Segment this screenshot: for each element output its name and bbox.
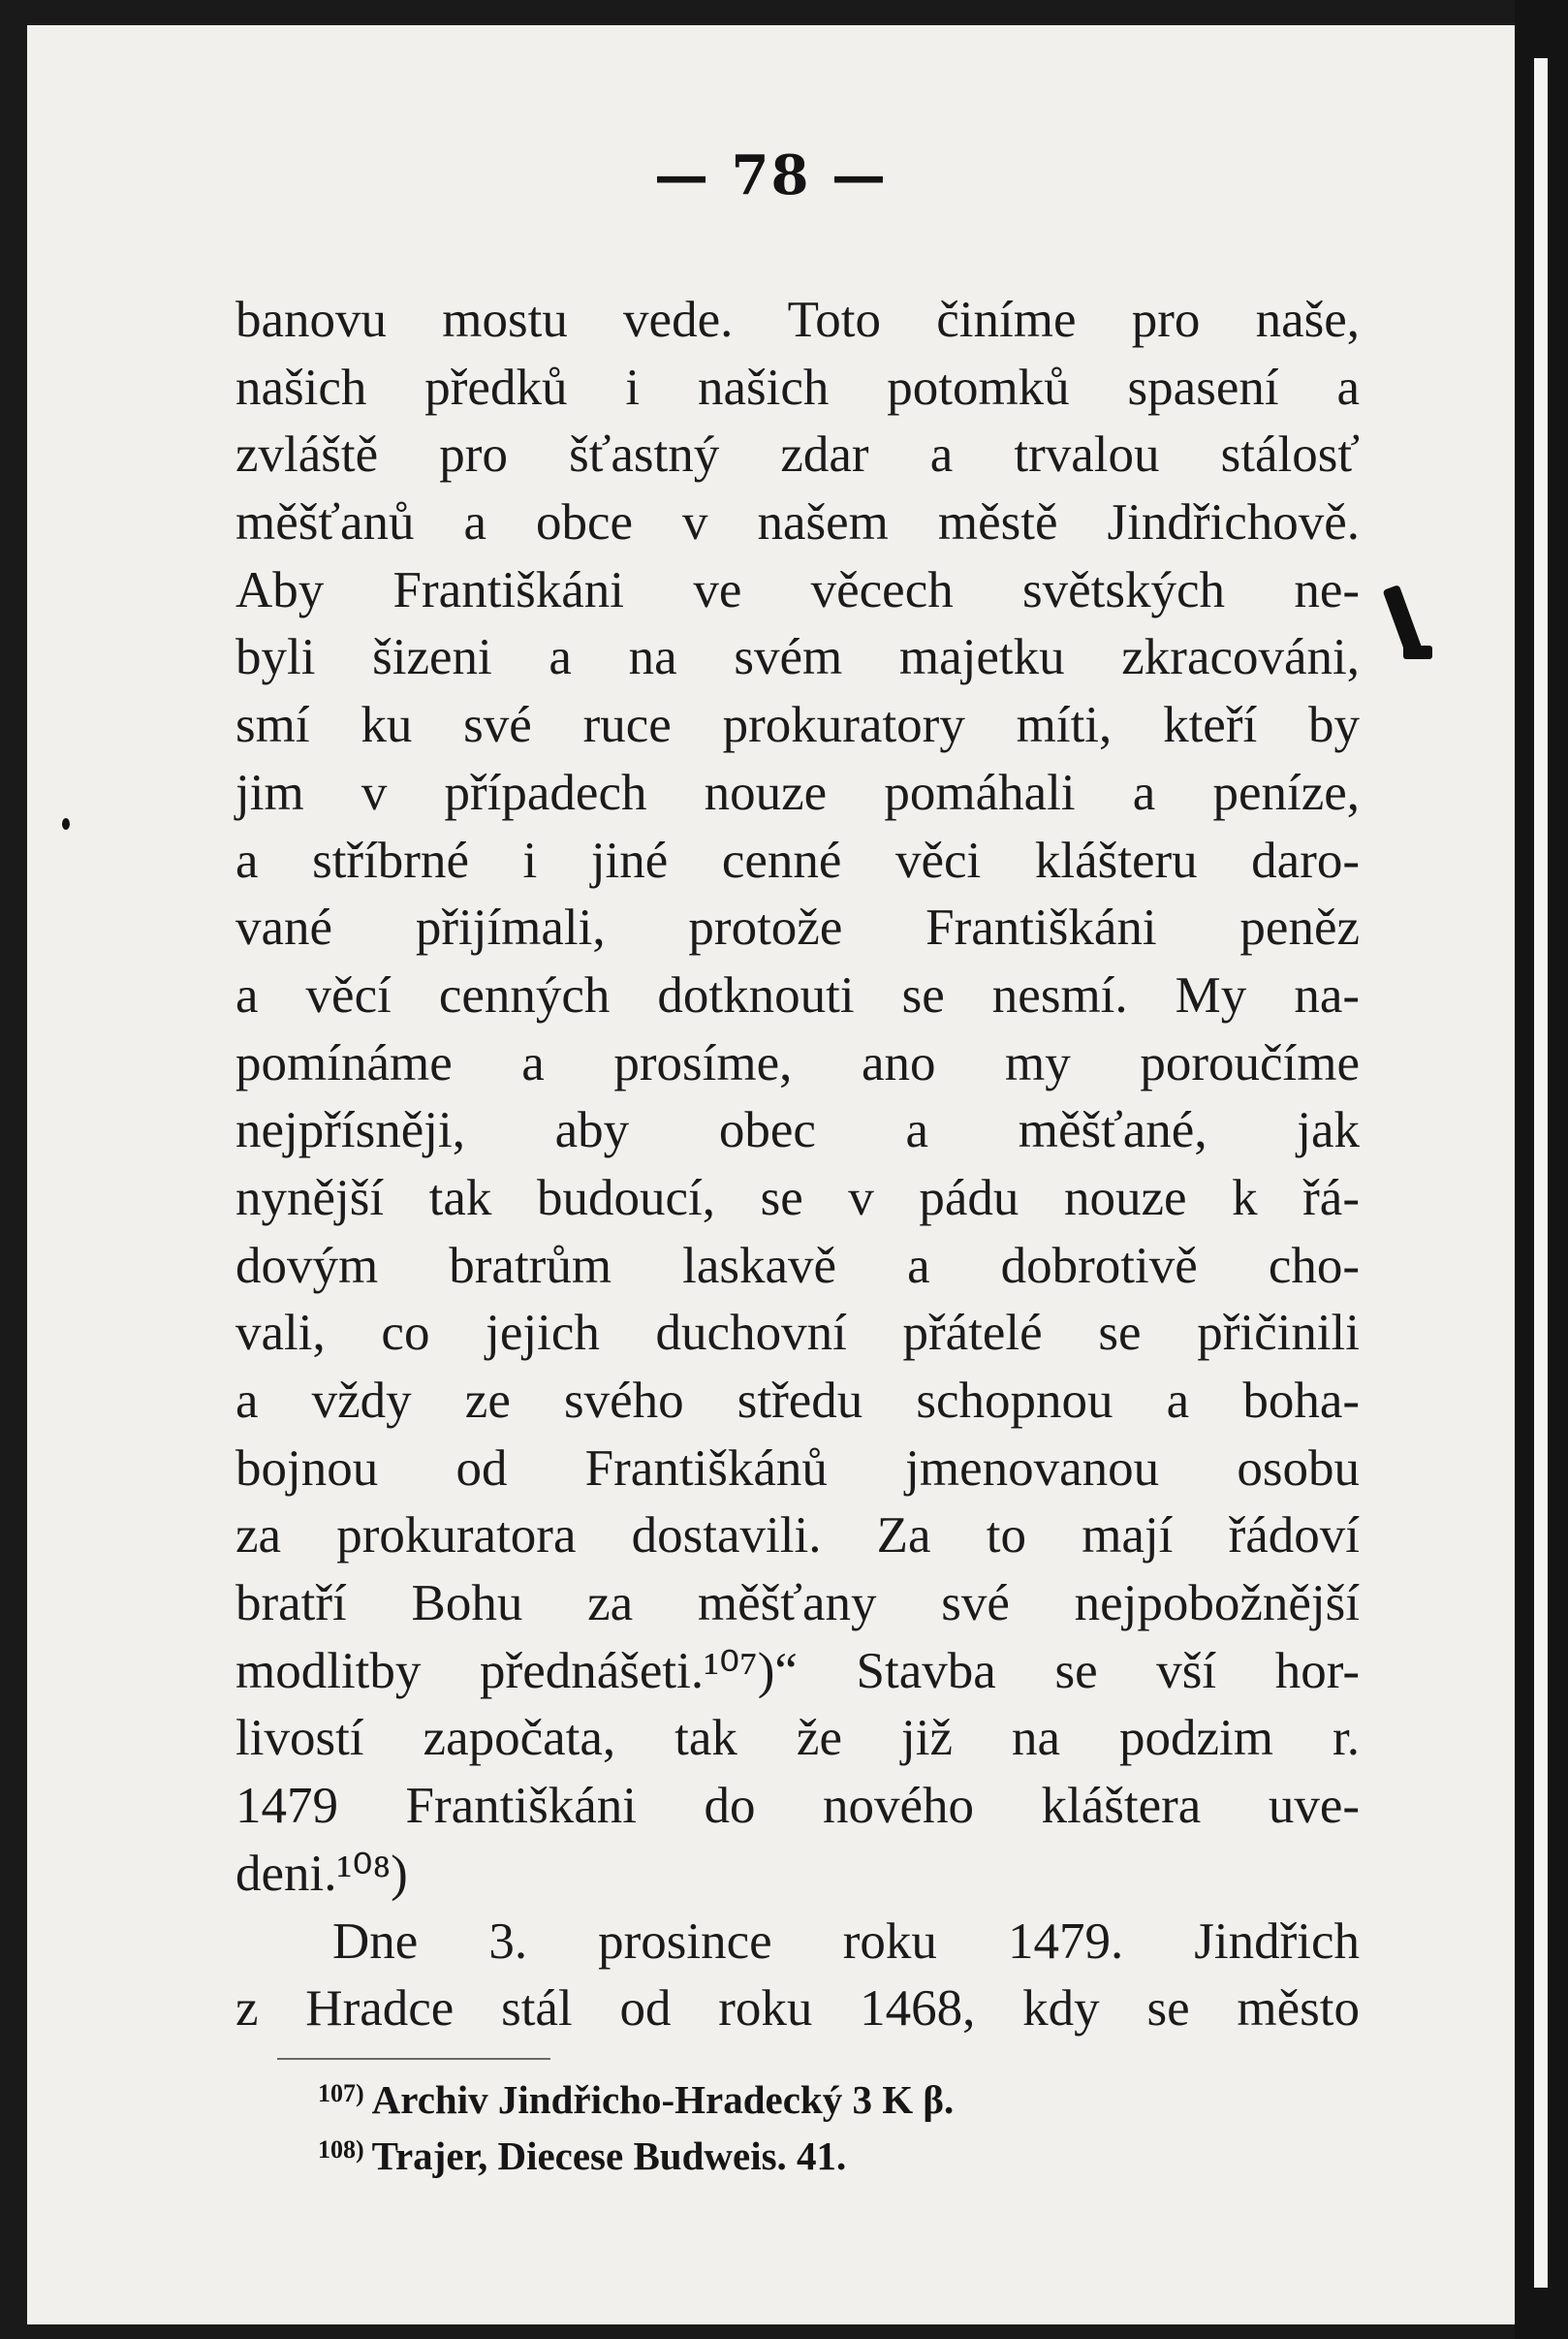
footnotes [318, 2069, 1287, 2181]
footnote-text: Archiv Jindřicho-Hradecký 3 K β. [371, 2077, 955, 2122]
text-line: smí ku své ruce prokuratory míti, kteří by [235, 697, 1360, 754]
text-line: Dne 3. prosince roku 1479. Jindřich [332, 1912, 1360, 1970]
footnote [318, 2069, 1287, 2125]
text-line: Aby Františkáni ve věcech světských ne- [235, 561, 1360, 618]
text-line: pomínáme a prosíme, ano my poroučíme [235, 1034, 1360, 1091]
text-line: nejpřísněji, aby obec a měšťané, jak [235, 1102, 1360, 1159]
book-page [27, 25, 1515, 2324]
scan-right-strip [1534, 58, 1548, 2288]
text-line: měšťanů a obce v našem městě Jindřichově. [235, 494, 1360, 552]
text-line: 1479 Františkáni do nového kláštera uve- [235, 1778, 1360, 1835]
page-number: — 78 — [654, 143, 888, 207]
ink-blot [1403, 646, 1432, 659]
footnote-mark: 107) [318, 2079, 364, 2107]
text-line: jim v případech nouze pomáhali a peníze, [235, 764, 1360, 821]
text-line: bojnou od Františkánů jmenovanou osobu [235, 1439, 1360, 1497]
text-line: livostí započata, tak že již na podzim r. [235, 1710, 1360, 1767]
text-line: vané přijímali, protože Františkáni peněz [235, 900, 1360, 957]
text-line: deni.¹⁰⁸) [235, 1845, 408, 1902]
text-line: a věcí cenných dotknouti se nesmí. My na- [235, 966, 1360, 1024]
footnote-text: Trajer, Diecese Budweis. 41. [371, 2134, 847, 2178]
ink-blot [1383, 585, 1423, 654]
text-line: za prokuratora dostavili. Za to mají řádoví [235, 1507, 1360, 1565]
text-line: byli šizeni a na svém majetku zkracováni, [235, 629, 1360, 686]
text-line: banovu mostu vede. Toto činíme pro naše, [235, 292, 1360, 348]
ink-blot [62, 818, 70, 830]
text-line: nynější tak budoucí, se v pádu nouze k řá- [235, 1169, 1360, 1226]
text-line: vali, co jejich duchovní přátelé se přičinili [235, 1305, 1360, 1362]
text-line: z Hradce stál od roku 1468, kdy se město [235, 1980, 1360, 2038]
footnote-rule [277, 2058, 550, 2060]
text-line: bratří Bohu za měšťany své nejpobožnější [235, 1575, 1360, 1632]
footnote [318, 2125, 1287, 2181]
footnote-mark: 108) [318, 2135, 364, 2164]
text-line: našich předků i našich potomků spasení a [235, 359, 1360, 416]
text-line: a vždy ze svého středu schopnou a boha- [235, 1373, 1360, 1429]
text-line: a stříbrné i jiné cenné věci klášteru daro- [235, 832, 1360, 889]
text-line: zvláště pro šťastný zdar a trvalou stálosť [235, 427, 1360, 484]
body-text [235, 287, 1360, 2043]
text-line: modlitby přednášeti.¹⁰⁷)“ Stavba se vší hor- [235, 1642, 1360, 1699]
text-line: dovým bratrům laskavě a dobrotivě cho- [235, 1237, 1360, 1294]
